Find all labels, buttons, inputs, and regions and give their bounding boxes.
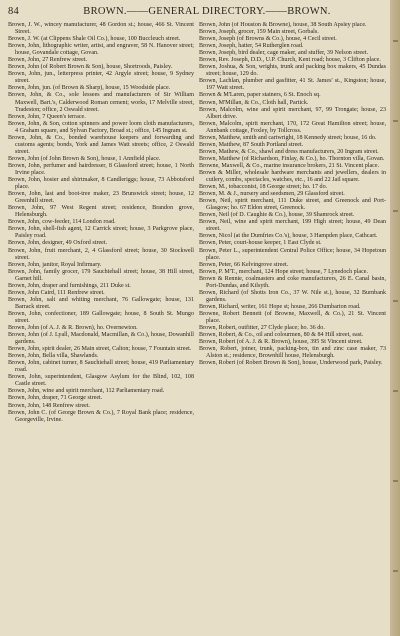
directory-entry: Brown, Robert, joiner, trunk, packing-box, tin and zinc case maker, 73 Alston st.; residence, Brownhill house, Helensburgh.: [199, 346, 386, 360]
directory-entry: Brown, Neil, spirit merchant, 111 Duke street, and Greenock and Port-Glasgow; ho. 67 Eldon street, Greenock.: [199, 198, 386, 212]
directory-entry: Brown, John (of Robert Brown & Son), house, Shortroods, Paisley.: [8, 64, 173, 71]
directory-entry: Brown, John, lithographic writer, artist, and engraver, 58 N. Hanover street; house, Govandale cottage, Govan.: [8, 43, 194, 57]
directory-entry: Brown, John, janitor, Royal Infirmary.: [8, 261, 102, 268]
directory-entry: Brown, Lachlan, plumber and gasfitter, 41 St. James' st., Kingston; house, 197 Watt street.: [199, 78, 386, 92]
directory-entry: Brown, Joseph, hatter, 54 Rutherglen road.: [199, 43, 304, 50]
directory-entry: Brown, John, & Co., sole lessees and manufacturers of Sir William Maxwell, Bart.'s, Calderwood Roman cement; works, 17 Melville street, Tradeston; office, 2 Oswald street.: [8, 92, 194, 113]
directory-entry: Brown, J. W. (at Clippens Shale Oil Co.), house, 100 Buccleuch street.: [8, 36, 181, 43]
directory-entry: Brown, Joseph, grocer, 159 Main street, Gorbals.: [199, 29, 319, 36]
directory-entry: Brown, Robert, outfitter, 27 Clyde place; ho. 36 do.: [199, 325, 325, 332]
directory-entry: Brown, John, 27 Renfrew street.: [8, 57, 88, 64]
directory-entry: Brown, John, spirit dealer, 26 Main street, Calton; house, 7 Fountain street.: [8, 346, 192, 353]
page-title: BROWN.——GENERAL DIRECTORY.——BROWN.: [83, 6, 331, 17]
directory-entry: Brown & Miller, wholesale hardware merchants and jewellers, dealers in cutlery, combs, spectacles, watches, etc., 16 and 22 Jail square.: [199, 169, 386, 184]
directory-entry: Brown, Matthew (of Richardson, Finlay, & Co.), ho. Thornton villa, Govan.: [199, 155, 385, 162]
directory-entry: Brown, Joseph (of Browns & Co.), house, 4 Cecil street.: [199, 36, 337, 43]
directory-entry: Brown, Matthew, 87 South Portland street.: [199, 141, 304, 148]
directory-entry: Brown, Joshua, & Son, wrights, trunk and packing box makers, 45 Dundas street; house, 129 do.: [199, 64, 386, 78]
right-column: [199, 22, 386, 367]
directory-entry: Brown, John, & Co., bonded warehouse keepers and forwarding and customs agents; bonds, York and James Watt streets; office, 2 Oswald street.: [8, 134, 194, 155]
page-edge: [390, 0, 400, 636]
directory-entry: Browne, Robert Bennett (of Browne, Maxwell, & Co.), 21 St. Vincent place.: [199, 310, 386, 324]
directory-entry: Brown, John, designer, 49 Oxford street.: [8, 240, 108, 247]
directory-entry: Brown, Nicol (at the Dumfries Co.'s), house, 3 Hampden place, Cathcart.: [199, 233, 378, 240]
directory-entry: Brown, John, 148 Renfrew street.: [8, 402, 91, 409]
directory-entry: Brown, John, jun., letterpress printer, 42 Argyle street; house, 9 Sydney street.: [8, 71, 194, 85]
directory-entry: Brown, J. W., wincey manufacturer, 48 Gordon st.; house, 466 St. Vincent Street.: [8, 22, 194, 36]
directory-entry: Brown, John, salt and whiting merchant, 76 Gallowgate; house, 131 Barrack street.: [8, 296, 194, 310]
directory-entry: Brown, Malcolm, spirit merchant, 170, 172 Great Hamilton street; house, Annbank cottage, Foxley, by Tollcross.: [199, 120, 386, 134]
directory-entry: Brown, John, last and boot-tree maker, 23 Brunswick street; house, 12 Greenhill street.: [8, 191, 194, 205]
directory-entry: Brown, John, Bella villa, Shawlands.: [8, 353, 99, 360]
directory-entry: Brown, Richard (of Shotts Iron Co., 37 W. Nile st.), house, 32 Burnbank gardens.: [199, 289, 386, 303]
directory-entry: Brown, John, draper, 71 George street.: [8, 395, 103, 402]
directory-entry: Brown, Joseph, bird dealer, cage maker, and stuffer, 39 Nelson street.: [199, 50, 369, 57]
directory-entry: Brown, M. & J., nursery and seedsmen, 29 Glassford street.: [199, 191, 345, 198]
directory-entry: Brown, John (of A. J. & R. Brown), ho. Overnewton.: [8, 325, 138, 332]
directory-entry: Browne, Maxwell, & Co., marine insurance brokers, 21 St. Vincent place.: [199, 162, 380, 169]
directory-entry: Brown, Neil, wine and spirit merchant, 199 High street; house, 49 Dean street.: [199, 219, 386, 233]
directory-entry: Brown & Rennie, coalmasters and coke manufacturers, 26 E. Canal basin, Port-Dundas, and Kilsyth.: [199, 275, 386, 289]
directory-entry: Brown, John (of John Brown & Son), house, 1 Annfield place.: [8, 155, 161, 162]
directory-entry: Brown, John, jun. (of Brown & Sharp), house, 15 Woodside place.: [8, 85, 171, 92]
directory-entry: Brown, M., tobacconist, 18 George street; ho. 17 do.: [199, 184, 328, 191]
directory-entry: Brown, P. M'T., merchant, 124 Hope street; house, 7 Lynedoch place.: [199, 268, 369, 275]
directory-entry: Brown, Neil (of D. Caughie & Co.), house, 39 Shamrock street.: [199, 212, 355, 219]
directory-entry: Brown, John, 7 Queen's terrace.: [8, 113, 86, 120]
directory-entry: Brown, John (of Houston & Browne), house, 38 South Apsley place.: [199, 22, 367, 28]
directory-entry: Brown, Mathew, & Co., shawl and dress manufacturers, 20 Ingram street.: [199, 148, 379, 155]
directory-entry: Brown, M'Millan, & Co., Cloth hall, Partick.: [199, 99, 309, 106]
directory-entry: Brown, John Caird, 111 Renfrew street.: [8, 289, 105, 296]
directory-entry: Brown, Robert (of Robert Brown & Son), house, Underwood park, Paisley.: [199, 360, 383, 367]
directory-entry: Brown, Malcolm, wine and spirit merchant, 97, 99 Trongate; house, 23 Albert drive.: [199, 106, 386, 120]
directory-entry: Brown, Robert (of A. J. & R. Brown), house, 395 St Vincent street.: [199, 339, 363, 346]
directory-entry: Brown, John, cabinet turner, 8 Sauchiehall street; house, 419 Parliamentary road.: [8, 360, 194, 374]
directory-entry: Brown, John, draper and furnishings, 211 Duke st.: [8, 282, 131, 289]
directory-entry: Brown, John, perfumer and hairdresser, 8 Glassford street; house, 1 North Irvine place.: [8, 162, 194, 176]
directory-entry: Brown, John, & Son, cotton spinners and power loom cloth manufacturers, 4 Graham square, and Sylvan Factory, Broad st.; office, 145 Ingram st.: [8, 120, 194, 134]
directory-entry: Brown, John, superintendent, Glasgow Asylum for the Blind, 102, 108 Castle street.: [8, 374, 194, 388]
directory-entry: Brown, John, shell-fish agent, 12 Carrick street; house, 3 Parkgrove place, Paisley road.: [8, 226, 194, 240]
directory-entry: Brown, John (of J. Lyall, Macdonald, Macmillan, & Co.), house, Dowanhill gardens.: [8, 332, 194, 346]
page-number: 84: [8, 6, 20, 17]
directory-entry: Brown & M'Laren, paper stainers, 6 St. Enoch sq.: [199, 92, 321, 99]
directory-entry: Brown, Richard, writer, 161 Hope st; house, 266 Dumbarton road.: [199, 303, 361, 310]
directory-entry: Brown, John, family grocer, 179 Sauchiehall street; house, 38 Hill street, Garnet hill.: [8, 268, 194, 282]
page-header: [8, 6, 384, 20]
directory-entry: Brown, John, 97 West Regent street; residence, Brandon grove, Helensburgh.: [8, 205, 194, 219]
directory-entry: Brown, Peter, court-house keeper, 1 East Clyde st.: [199, 240, 322, 247]
directory-entry: Brown, John, cow-feeder, 114 London road.: [8, 219, 116, 226]
directory-entry: Brown, John, fruit merchant, 2, 4 Glassford street; house, 30 Stockwell street.: [8, 247, 194, 261]
directory-entry: Brown, John, wine and spirit merchant, 112 Parliamentary road.: [8, 388, 165, 395]
directory-entry: Brown, Robert, & Co., oil and colourmen, 80 & 84 Hill street, east.: [199, 332, 364, 339]
directory-entry: Brown, Peter L., superintendent Central Police Office; house, 34 Hopetoun place.: [199, 247, 386, 261]
left-column: [8, 22, 194, 424]
directory-entry: Brown, Matthew, smith and cartwright, 18 Kennedy street; house, 16 do.: [199, 134, 377, 141]
directory-entry: Brown, Rev. Joseph, D.D., U.P. Church, Kent road; house, 3 Clifton place.: [199, 57, 381, 64]
directory-entry: Brown, Peter, 66 Kelvingrove street.: [199, 261, 289, 268]
directory-entry: Brown, John, hosier and shirtmaker, 8 Candleriggs; house, 73 Abbotsford place.: [8, 177, 194, 191]
directory-entry: Brown, John, confectioner, 189 Gallowgate; house, 8 South St. Mungo street.: [8, 310, 194, 324]
directory-entry: Brown, John C. (of George Brown & Co.), 7 Royal Bank place; residence, Georgeville, Irvine.: [8, 409, 194, 423]
